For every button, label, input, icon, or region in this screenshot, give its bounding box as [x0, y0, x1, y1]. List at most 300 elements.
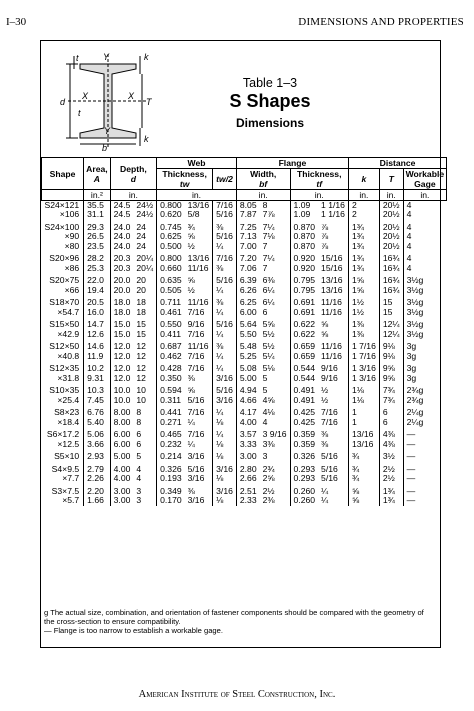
- table-cell: 11/16: [321, 297, 342, 308]
- table-cell: 29.3: [84, 223, 111, 232]
- table-cell: 20½: [379, 232, 403, 241]
- table-cell: ⅜: [213, 298, 237, 307]
- table-cell: ⅝: [187, 385, 195, 396]
- table-cell: 3/16: [213, 396, 237, 405]
- table-cell: 35.5: [84, 201, 111, 211]
- table-cell: 5/8: [187, 209, 200, 220]
- table-cell: —: [403, 487, 447, 496]
- diagram-x-left-label: X: [82, 91, 89, 101]
- table-cell: 7/16: [321, 416, 338, 427]
- table-cell: 0.691: [290, 298, 318, 307]
- table-cell: 2.33: [236, 496, 259, 505]
- table-cell: 6.00: [236, 308, 259, 317]
- table-cell: 0.349: [157, 487, 185, 496]
- table-cell: 7¼: [262, 222, 275, 232]
- table-row: [42, 396, 447, 405]
- col-fl-thk: Thickness, tf: [290, 169, 348, 190]
- table-cell: ¼: [321, 486, 329, 496]
- table-cell: ⅝: [187, 231, 195, 242]
- table-cell: ½: [187, 240, 195, 251]
- table-cell: 7.13: [236, 232, 259, 241]
- table-cell: 6¼: [262, 297, 275, 308]
- table-cell: ×66: [64, 284, 80, 295]
- table-cell: 0.620: [157, 210, 185, 219]
- table-cell: 20.0: [110, 286, 133, 295]
- table-cell: 5.25: [236, 352, 259, 361]
- table-cell: 12.6: [84, 330, 111, 339]
- table-cell: S20×96: [49, 253, 80, 264]
- table-cell: ¾: [348, 452, 379, 461]
- table-cell: ⅜: [213, 223, 237, 232]
- table-cell: 7.00: [236, 242, 259, 251]
- table-cell: 1¾: [348, 242, 379, 251]
- table-cell: 20½: [379, 201, 403, 211]
- table-cell: 2¾g: [403, 386, 447, 395]
- table-cell: 6: [262, 306, 268, 317]
- table-cell: 0.326: [290, 452, 318, 461]
- table-cell: 5: [262, 372, 268, 383]
- table-cell: 6.26: [236, 286, 259, 295]
- table-cell: 1 3/16: [348, 374, 379, 383]
- table-cell: 6.00: [110, 440, 133, 449]
- table-cell: 16¾: [379, 276, 403, 285]
- table-cell: 6: [136, 429, 142, 440]
- table-cell: 3.66: [84, 440, 111, 449]
- table-cell: 3.00: [110, 496, 133, 505]
- table-cell: 0.870: [290, 242, 318, 251]
- table-cell: 0.622: [290, 320, 318, 329]
- table-cell: 11/16: [187, 341, 209, 352]
- table-cell: 4: [136, 464, 142, 474]
- diagram-y-top-label: Y: [103, 52, 110, 62]
- table-cell: 3g: [403, 374, 447, 383]
- col-half-tw: tw/2: [213, 169, 237, 190]
- table-cell: 0.920: [290, 264, 318, 273]
- table-cell: 6.00: [110, 430, 133, 439]
- table-cell: 0.293: [290, 465, 318, 474]
- page-footer: American Institute of Steel Construction, Inc.: [138, 689, 336, 700]
- table-row: [42, 418, 447, 427]
- table-cell: 24.0: [110, 223, 133, 232]
- table-cell: 7.20: [236, 254, 259, 263]
- table-cell: 3½: [379, 452, 403, 461]
- table-cell: 0.326: [157, 465, 185, 474]
- table-cell: ×106: [59, 209, 80, 220]
- table-cell: 13/16: [187, 200, 210, 210]
- table-cell: 7/16: [187, 306, 205, 317]
- table-cell: ¼: [321, 495, 329, 506]
- table-cell: 0.622: [290, 330, 318, 339]
- table-cell: ⅜: [213, 264, 237, 273]
- table-cell: ½: [321, 385, 329, 396]
- table-cell: 3/16: [213, 374, 237, 383]
- table-cell: 0.359: [290, 440, 318, 449]
- table-cell: 1¾: [348, 264, 379, 273]
- table-cell: 4: [403, 264, 447, 273]
- table-cell: 0.870: [290, 223, 318, 232]
- table-cell: —: [403, 440, 447, 449]
- table-cell: S4×9.5: [51, 464, 80, 474]
- table-cell: ⅝: [348, 496, 379, 505]
- table-cell: 3½g: [403, 320, 447, 329]
- table-cell: 1: [348, 418, 379, 427]
- table-cell: 0.462: [157, 352, 185, 361]
- table-cell: 13/16: [348, 430, 379, 439]
- table-cell: 0.800: [157, 254, 185, 263]
- table-cell: 1¾: [379, 496, 403, 505]
- table-cell: 4.00: [110, 474, 133, 483]
- table-cell: S3×7.5: [51, 486, 80, 496]
- diagram-T-label: T: [146, 97, 152, 107]
- table-cell: 16¾: [379, 286, 403, 295]
- table-cell: 7.25: [236, 223, 259, 232]
- table-cell: 26.5: [84, 232, 111, 241]
- table-cell: ⅜: [321, 438, 329, 449]
- table-cell: 0.795: [290, 286, 318, 295]
- table-cell: 7.45: [84, 396, 111, 405]
- table-cell: 15.0: [110, 320, 133, 329]
- table-cell: 3½g: [403, 276, 447, 285]
- table-cell: S6×17.2: [46, 429, 80, 440]
- table-cell: 2½: [379, 465, 403, 474]
- table-cell: 2¼g: [403, 418, 447, 427]
- table-cell: 18: [136, 297, 146, 308]
- table-cell: 0.659: [290, 352, 318, 361]
- table-cell: 3½g: [403, 330, 447, 339]
- table-cell: 2⅜: [262, 495, 275, 506]
- table-cell: 12: [136, 372, 146, 383]
- table-cell: 20.5: [84, 298, 111, 307]
- table-cell: 0.691: [290, 308, 318, 317]
- table-cell: 3.33: [236, 440, 259, 449]
- table-cell: ⅛: [213, 440, 237, 449]
- table-cell: 1½: [348, 308, 379, 317]
- table-cell: 6¼: [262, 284, 275, 295]
- table-cell: 1⅛: [348, 396, 379, 405]
- table-cell: 10.0: [110, 386, 133, 395]
- table-cell: 9⅝: [379, 364, 403, 373]
- table-cell: 10.2: [84, 364, 111, 373]
- table-cell: ¼: [213, 330, 237, 339]
- table-cell: 5/16: [213, 276, 237, 285]
- table-cell: 3 9/16: [262, 429, 287, 440]
- table-cell: 8: [136, 407, 142, 418]
- table-cell: S20×75: [49, 275, 80, 286]
- units-row: in.² in. in. in. in. in. in. in.: [42, 190, 447, 201]
- table-cell: 9/16: [187, 319, 205, 330]
- table-cell: ⅛: [213, 452, 237, 461]
- table-cell: 1⅜: [348, 330, 379, 339]
- page-number: I–30: [6, 16, 27, 28]
- table-cell: 9.31: [84, 374, 111, 383]
- table-cell: 5/16: [213, 320, 237, 329]
- table-cell: 1⅜: [348, 320, 379, 329]
- table-cell: 0.311: [157, 396, 185, 405]
- table-cell: 3: [136, 495, 142, 506]
- table-cell: 1⅝: [348, 276, 379, 285]
- table-cell: 1.66: [84, 496, 111, 505]
- table-cell: 5.64: [236, 320, 259, 329]
- table-cell: 2.79: [84, 465, 111, 474]
- table-cell: 8: [262, 200, 268, 210]
- table-cell: 20¼: [136, 253, 154, 264]
- table-cell: ⅞: [321, 231, 329, 242]
- table-cell: 4⅛: [262, 407, 275, 418]
- table-cell: 2¾: [262, 464, 275, 474]
- table-cell: 7/16: [187, 407, 205, 418]
- table-cell: 20¼: [136, 262, 154, 273]
- table-cell: 1½: [348, 298, 379, 307]
- table-cell: 3/16: [187, 473, 205, 484]
- table-cell: 0.544: [290, 364, 318, 373]
- table-cell: 5½: [262, 328, 275, 339]
- table-cell: 3: [136, 486, 142, 496]
- table-cell: 15/16: [321, 253, 343, 264]
- table-cell: 7/16: [187, 429, 205, 440]
- table-cell: 10.0: [110, 396, 133, 405]
- table-cell: ×90: [64, 231, 80, 242]
- table-cell: 24: [136, 240, 146, 251]
- table-row: [42, 242, 447, 251]
- table-cell: 15/16: [321, 262, 343, 273]
- table-cell: 20.3: [110, 264, 133, 273]
- table-cell: 18.0: [110, 308, 133, 317]
- table-cell: 5.08: [236, 364, 259, 373]
- table-cell: S15×50: [49, 319, 80, 330]
- footnote-g: g The actual size, combination, and orientation of fastener components should be compared with the geometry of the cross-section to ensure compatibility.: [44, 608, 424, 626]
- table-cell: 8.05: [236, 201, 259, 211]
- table-cell: 6: [379, 418, 403, 427]
- table-cell: 12: [136, 350, 146, 361]
- table-title: S Shapes: [229, 91, 311, 111]
- table-cell: ¼: [213, 408, 237, 417]
- table-cell: ⅝: [321, 319, 329, 330]
- table-cell: 2.93: [84, 452, 111, 461]
- table-cell: S24×100: [44, 222, 80, 232]
- table-cell: 9⅛: [379, 342, 403, 351]
- table-cell: 0.491: [290, 386, 318, 395]
- table-cell: 23.5: [84, 242, 111, 251]
- table-cell: 0.659: [290, 342, 318, 351]
- table-cell: 7⅞: [262, 209, 275, 220]
- table-cell: 0.594: [157, 386, 185, 395]
- diagram-y-bot-label: Y: [104, 126, 111, 136]
- table-cell: 20½: [379, 242, 403, 251]
- table-cell: ⅜: [321, 429, 329, 440]
- table-cell: 11/16: [187, 262, 209, 273]
- table-cell: 1⅝: [348, 286, 379, 295]
- table-cell: ⅜: [187, 486, 195, 496]
- table-cell: 5: [136, 451, 142, 462]
- table-cell: 24: [136, 222, 146, 232]
- table-cell: 0.359: [290, 430, 318, 439]
- table-cell: 6: [136, 438, 142, 449]
- table-cell: 5½: [262, 341, 275, 352]
- table-cell: 12.0: [110, 364, 133, 373]
- col-gage: Workable Gage: [403, 169, 447, 190]
- table-cell: 5.48: [236, 342, 259, 351]
- section-title: DIMENSIONS AND PROPERTIES: [298, 16, 464, 28]
- table-cell: 7/16: [187, 328, 205, 339]
- table-cell: 5/16: [321, 473, 338, 484]
- table-cell: 2: [348, 201, 379, 211]
- table-cell: 6.76: [84, 408, 111, 417]
- table-cell: 4.66: [236, 396, 259, 405]
- table-cell: 2.20: [84, 487, 111, 496]
- table-cell: 1.09: [290, 210, 318, 219]
- diagram-tw-label: t: [78, 108, 81, 118]
- table-cell: 18.0: [110, 298, 133, 307]
- table-cell: 3/16: [187, 495, 205, 506]
- table-cell: 5.00: [110, 452, 133, 461]
- table-cell: 6.25: [236, 298, 259, 307]
- table-cell: 31.1: [84, 210, 111, 219]
- table-cell: 2⅝: [262, 473, 275, 484]
- diagram-d-label: d: [60, 97, 66, 107]
- table-cell: 14.7: [84, 320, 111, 329]
- table-cell: 2¼g: [403, 408, 447, 417]
- table-cell: S24×121: [44, 200, 80, 210]
- table-cell: 0.500: [157, 242, 185, 251]
- title-block: [180, 76, 360, 130]
- table-body: [42, 201, 447, 506]
- table-cell: 20½: [379, 210, 403, 219]
- table-cell: ⅝: [321, 328, 329, 339]
- table-cell: 3.00: [236, 452, 259, 461]
- table-row: [42, 496, 447, 505]
- table-cell: 3⅜: [262, 438, 275, 449]
- table-cell: 0.660: [157, 264, 185, 273]
- table-cell: 0.544: [290, 374, 318, 383]
- table-cell: 0.425: [290, 418, 318, 427]
- table-cell: 6.39: [236, 276, 259, 285]
- table-cell: 5/16: [213, 386, 237, 395]
- table-cell: 8: [136, 416, 142, 427]
- table-cell: 1: [348, 408, 379, 417]
- table-cell: ×18.4: [57, 416, 80, 427]
- table-cell: 3.00: [110, 487, 133, 496]
- table-row: [42, 308, 447, 317]
- table-cell: 2½: [262, 486, 275, 496]
- table-cell: 2: [348, 210, 379, 219]
- table-cell: 5/16: [321, 451, 338, 462]
- diagram-k-top-label: k: [144, 52, 149, 62]
- table-cell: 11/16: [321, 341, 342, 352]
- table-cell: 7/16: [187, 363, 205, 374]
- table-cell: 4: [262, 416, 268, 427]
- table-cell: ×5.7: [62, 495, 80, 506]
- table-cell: ×80: [64, 240, 80, 251]
- table-cell: 0.625: [157, 232, 185, 241]
- table-cell: 0.428: [157, 364, 185, 373]
- table-cell: 16.0: [84, 308, 111, 317]
- table-cell: 5: [262, 385, 268, 396]
- table-cell: 7/16: [187, 350, 205, 361]
- diagram-bf-label: b: [102, 143, 108, 152]
- table-cell: ¾: [187, 222, 195, 232]
- table-cell: 4: [403, 201, 447, 211]
- table-cell: 5/16: [187, 464, 205, 474]
- table-cell: S12×35: [49, 363, 80, 374]
- table-cell: ×40.8: [57, 350, 80, 361]
- table-cell: 18: [136, 306, 146, 317]
- table-cell: 4: [403, 232, 447, 241]
- table-cell: S8×23: [54, 407, 80, 418]
- table-cell: 3/16: [187, 451, 205, 462]
- table-cell: 7/16: [321, 407, 338, 418]
- table-cell: ¾: [348, 474, 379, 483]
- table-cell: 24: [136, 231, 146, 242]
- table-cell: 2½: [379, 474, 403, 483]
- col-depth: Depth, d: [110, 158, 156, 190]
- col-web: Web: [157, 158, 237, 169]
- table-cell: 0.745: [157, 223, 185, 232]
- table-cell: 24.0: [110, 232, 133, 241]
- table-cell: 0.271: [157, 418, 185, 427]
- table-cell: 7.87: [236, 210, 259, 219]
- table-cell: 5⅛: [262, 363, 275, 374]
- table-cell: 0.465: [157, 430, 185, 439]
- table-cell: ×31.8: [57, 372, 80, 383]
- table-cell: 20: [136, 284, 146, 295]
- table-cell: 1 1/16: [321, 200, 345, 210]
- table-cell: 1¾: [348, 232, 379, 241]
- table-cell: 22.0: [84, 276, 111, 285]
- table-cell: 12.0: [110, 374, 133, 383]
- table-cell: 4: [403, 210, 447, 219]
- table-cell: 20½: [379, 223, 403, 232]
- table-cell: S12×50: [49, 341, 80, 352]
- table-cell: 15: [136, 328, 146, 339]
- table-cell: 12.0: [110, 352, 133, 361]
- table-cell: 4.00: [236, 418, 259, 427]
- col-distance: Distance: [348, 158, 446, 169]
- table-cell: S5×10: [54, 451, 80, 462]
- table-cell: 0.425: [290, 408, 318, 417]
- table-row: [42, 374, 447, 383]
- table-cell: ¼: [213, 242, 237, 251]
- table-cell: 1⅛: [348, 386, 379, 395]
- col-k: k: [348, 169, 379, 190]
- table-cell: 0.260: [290, 487, 318, 496]
- table-cell: 0.441: [157, 408, 185, 417]
- table-cell: 7: [262, 262, 268, 273]
- table-cell: S18×70: [49, 297, 80, 308]
- table-cell: 12.0: [110, 342, 133, 351]
- diagram-tf-label: t: [76, 53, 79, 63]
- table-row: [42, 210, 447, 219]
- table-cell: ⅛: [213, 496, 237, 505]
- table-cell: 15: [379, 298, 403, 307]
- table-cell: 5.50: [236, 330, 259, 339]
- table-cell: 15: [136, 319, 146, 330]
- table-cell: 28.2: [84, 254, 111, 263]
- table-cell: 24.0: [110, 242, 133, 251]
- table-cell: 1 3/16: [348, 364, 379, 373]
- table-cell: 25.3: [84, 264, 111, 273]
- table-cell: 0.411: [157, 330, 185, 339]
- table-cell: 4⅜: [379, 430, 403, 439]
- table-subtitle: Dimensions: [235, 116, 304, 130]
- table-cell: ¼: [213, 308, 237, 317]
- table-cell: 10: [136, 385, 146, 396]
- table-cell: 2.51: [236, 487, 259, 496]
- table-number: Table 1–3: [242, 76, 298, 90]
- table-cell: 0.711: [157, 298, 185, 307]
- table-cell: ¼: [213, 430, 237, 439]
- table-row: [42, 264, 447, 273]
- table-cell: ¼: [213, 364, 237, 373]
